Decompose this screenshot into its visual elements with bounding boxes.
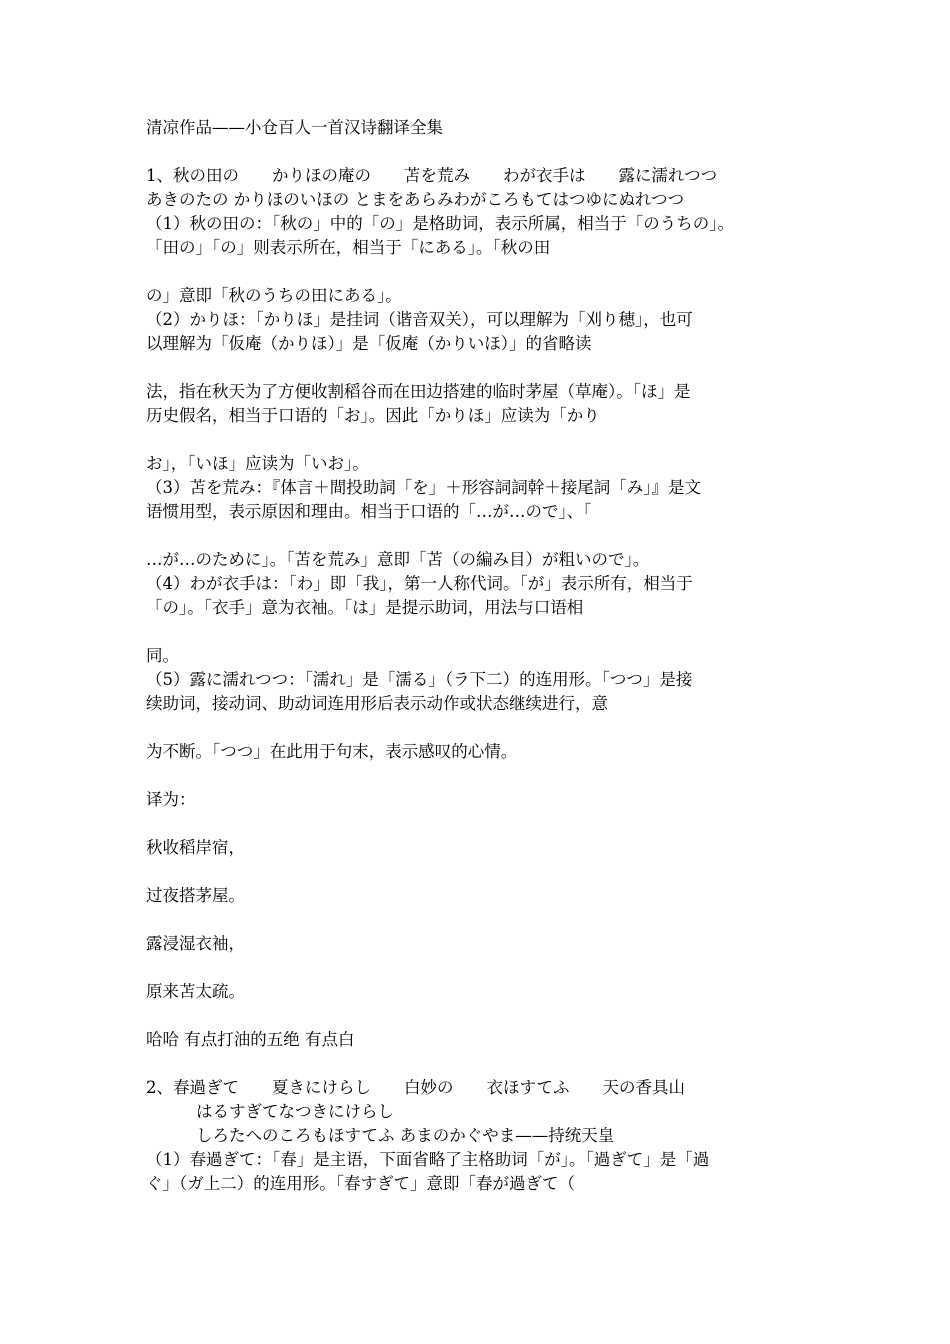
poem-1-note-line: 同。 (146, 646, 179, 665)
poem-1-reading: あきのたの かりほのいほの とまをあらみわがころもてはつゆにぬれつつ (146, 190, 685, 209)
poem-1-note-line: お」，「いほ」应读为「いお」。 (146, 454, 369, 473)
poem-1-note-line: （1）秋の田の：「秋の」中的「の」是格助词，表示所属，相当于「のうちの」。 (146, 214, 734, 233)
poem-1-note-line: （3）苫を荒み：『体言＋間投助詞「を」＋形容詞詞幹＋接尾詞「み」』是文 (146, 478, 701, 497)
poem-1-note-line: 「の」。「衣手」意为衣袖。「は」是提示助词，用法与口语相 (146, 598, 584, 617)
translation-line: 过夜搭茅屋。 (146, 886, 245, 905)
translation-line: 秋收稻岸宿， (146, 838, 245, 857)
poem-1-note-line: …が…のために」。「苫を荒み」意即「苫（の編み目）が粗いので」。 (146, 550, 650, 569)
poem-2-reading: しろたへのころもほすてふ あまのかぐやま——持统天皇 (196, 1126, 615, 1145)
poem-1-note-line: 「田の」「の」则表示所在，相当于「にある」。「秋の田 (146, 238, 551, 257)
poem-1-note-line: の」意即「秋のうちの田にある」。 (146, 286, 402, 305)
poem-1-note-line: （5）露に濡れつつ：「濡れ」是「濡る」（ラ下二）的连用形。「つつ」是接 (146, 670, 693, 689)
poem-1-note-line: 以理解为「仮庵（かりほ）」是「仮庵（かりいほ）」的省略读 (146, 334, 592, 353)
poem-2-header: 2、春過ぎて 夏きにけらし 白妙の 衣ほすてふ 天の香具山 (146, 1078, 685, 1097)
translation-line: 原来苫太疏。 (146, 982, 245, 1001)
poem-1-note-line: 法，指在秋天为了方便收割稻谷而在田边搭建的临时茅屋（草庵）。「ほ」是 (146, 382, 691, 401)
poem-1-header: 1、秋の田の かりほの庵の 苫を荒み わが衣手は 露に濡れつつ (146, 166, 718, 185)
poem-2-note-line: ぐ」（ガ上二）的连用形。「春すぎて」意即「春が過ぎて（ (146, 1174, 575, 1193)
poem-1-note-line: （4）わが衣手は：「わ」即「我」，第一人称代词。「が」表示所有，相当于 (146, 574, 693, 593)
translation-label: 译为： (146, 790, 196, 809)
poem-1-note-line: 历史假名，相当于口语的「お」。因此「かりほ」应读为「かり (146, 406, 600, 425)
document-title: 清凉作品——小仓百人一首汉诗翻译全集 (146, 118, 443, 137)
translator-comment: 哈哈 有点打油的五绝 有点白 (146, 1030, 355, 1049)
poem-2-reading: はるすぎてなつきにけらし (196, 1102, 394, 1121)
poem-1-note-line: 为不断。「つつ」在此用于句末，表示感叹的心情。 (146, 742, 518, 761)
poem-2-note-line: （1）春過ぎて：「春」是主语，下面省略了主格助词「が」。「過ぎて」是「過 (146, 1150, 710, 1169)
poem-1-note-line: （2）かりほ：「かりほ」是挂词（谐音双关），可以理解为「刈り穂」，也可 (146, 310, 693, 329)
poem-1-note-line: 语惯用型，表示原因和理由。相当于口语的「…が…ので」、「 (146, 502, 592, 521)
translation-line: 露浸湿衣袖， (146, 934, 245, 953)
poem-1-note-line: 续助词，接动词、助动词连用形后表示动作或状态继续进行，意 (146, 694, 608, 713)
